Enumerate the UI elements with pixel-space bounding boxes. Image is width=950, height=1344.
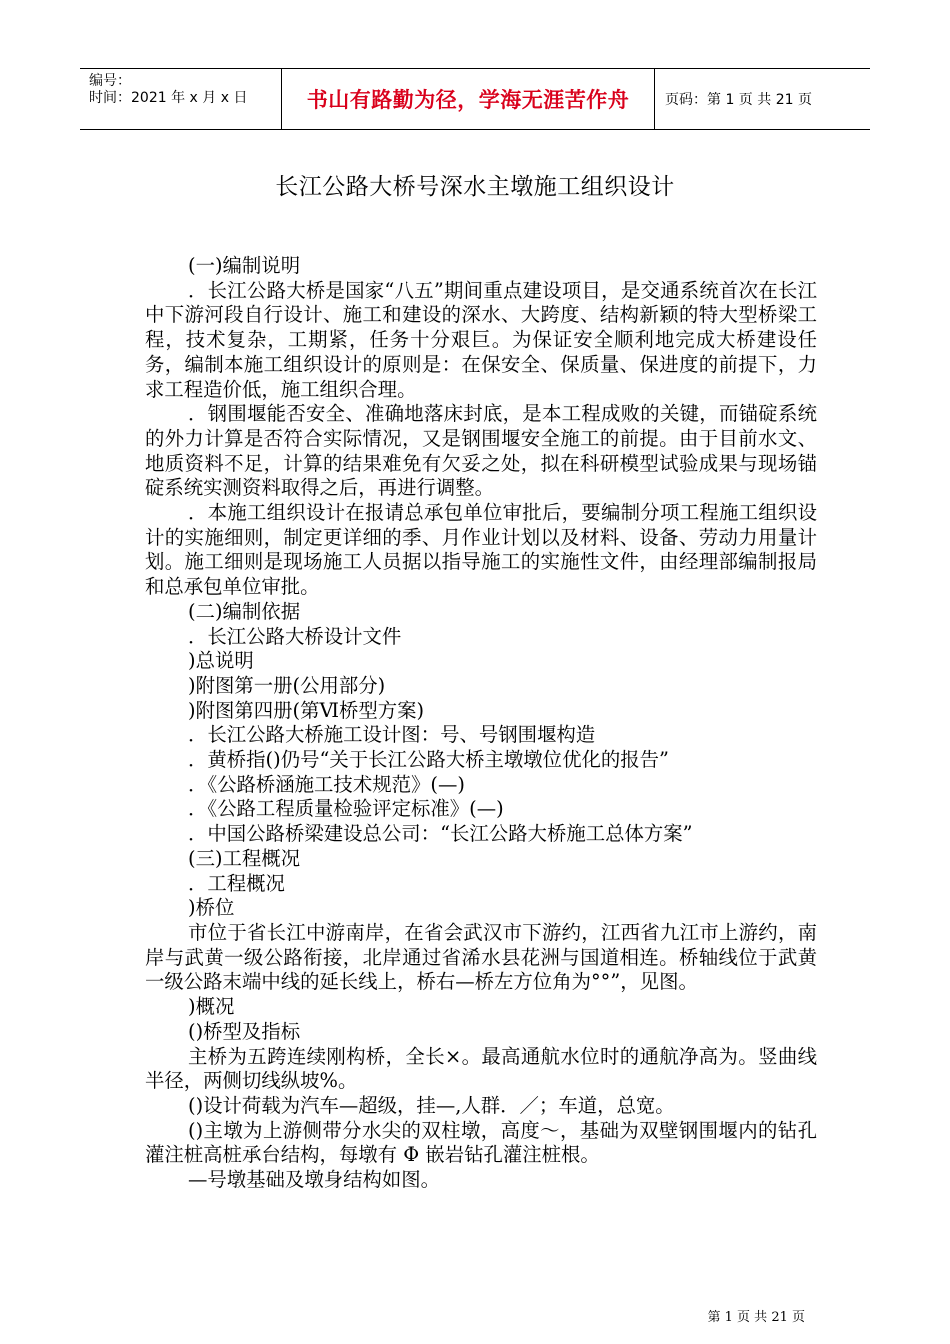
paragraph: ()设计荷载为汽车—超级，挂—,人群．／；车道，总宽。 bbox=[188, 1093, 675, 1117]
paragraph: ．黄桥指()仍号“关于长江公路大桥主墩墩位优化的报告” bbox=[188, 748, 669, 772]
paragraph: ．本施工组织设计在报请总承包单位审批后，要编制分项工程施工组织设计的实施细则，制定更详细的季、月作业计划以及材料、设备、劳动力用量计划。施工细则是现场施工人员据以指导施工的实施性文件，由经理部编制报局和总承包单位审批。 bbox=[145, 501, 817, 599]
paragraph: —号墩基础及墩身结构如图。 bbox=[188, 1168, 441, 1192]
document-body bbox=[145, 254, 817, 1193]
paragraph: ．长江公路大桥设计文件 bbox=[188, 624, 402, 648]
paragraph: (三)工程概况 bbox=[188, 846, 301, 870]
paragraph: ．《公路桥涵施工技术规范》(—) bbox=[188, 772, 465, 796]
paragraph: ()主墩为上游侧带分水尖的双柱墩，高度～，基础为双壁钢围堰内的钻孔灌注桩高桩承台结构，每墩有 Φ 嵌岩钻孔灌注桩根。 bbox=[145, 1118, 817, 1167]
paragraph: (二)编制依据 bbox=[188, 599, 301, 623]
document-date-label: 时间：2021 年 x 月 x 日 bbox=[89, 90, 248, 106]
paragraph: ．《公路工程质量检验评定标准》(—) bbox=[188, 797, 504, 821]
paragraph: )总说明 bbox=[188, 649, 254, 673]
paragraph: ．长江公路大桥是国家“八五”期间重点建设项目，是交通系统首次在长江中下游河段自行设计、施工和建设的深水、大跨度、结构新颖的特大型桥梁工程，技术复杂，工期紧，任务十分艰巨。为保证安全顺利地完成大桥建设任务，编制本施工组织设计的原则是：在保安全、保质量、保进度的前提下，力求工程造价低，施工组织合理。 bbox=[145, 278, 817, 401]
paragraph: ．长江公路大桥施工设计图：号、号钢围堰构造 bbox=[188, 723, 596, 747]
paragraph: )附图第一册(公用部分) bbox=[188, 673, 386, 697]
paragraph: (一)编制说明 bbox=[188, 254, 301, 277]
paragraph: ．工程概况 bbox=[188, 871, 285, 895]
page-footer: 第 1 页 共 21 页 bbox=[707, 1310, 805, 1325]
paragraph: ．中国公路桥梁建设总公司：“长江公路大桥施工总体方案” bbox=[188, 822, 693, 846]
paragraph: 主桥为五跨连续刚构桥，全长×。最高通航水位时的通航净高为。竖曲线半径，两侧切线纵坡%。 bbox=[145, 1044, 817, 1093]
header-meta bbox=[80, 69, 282, 129]
paragraph: )桥位 bbox=[188, 896, 235, 920]
paragraph: )附图第四册(第Ⅵ桥型方案) bbox=[188, 698, 425, 722]
paragraph: )概况 bbox=[188, 995, 235, 1019]
paragraph: ()桥型及指标 bbox=[188, 1019, 301, 1043]
header-table bbox=[80, 68, 870, 130]
header-motto: 书山有路勤为径，学海无涯苦作舟 bbox=[282, 69, 655, 129]
document-number-label: 编号： bbox=[89, 73, 131, 89]
document-title: 长江公路大桥号深水主墩施工组织设计 bbox=[275, 174, 675, 200]
header-page-info: 页码：第 1 页 共 21 页 bbox=[665, 92, 812, 108]
paragraph: 市位于省长江中游南岸，在省会武汉市下游约，江西省九江市上游约，南岸与武黄一级公路衔接，北岸通过省浠水县花洲与国道相连。桥轴线位于武黄一级公路末端中线的延长线上，桥右—桥左方位角为°°”，见图。 bbox=[145, 920, 817, 994]
paragraph: ．钢围堰能否安全、准确地落床封底，是本工程成败的关键，而锚碇系统的外力计算是否符合实际情况，又是钢围堰安全施工的前提。由于目前水文、地质资料不足，计算的结果难免有欠妥之处，拟在科研模型试验成果与现场锚碇系统实测资料取得之后，再进行调整。 bbox=[145, 402, 817, 500]
